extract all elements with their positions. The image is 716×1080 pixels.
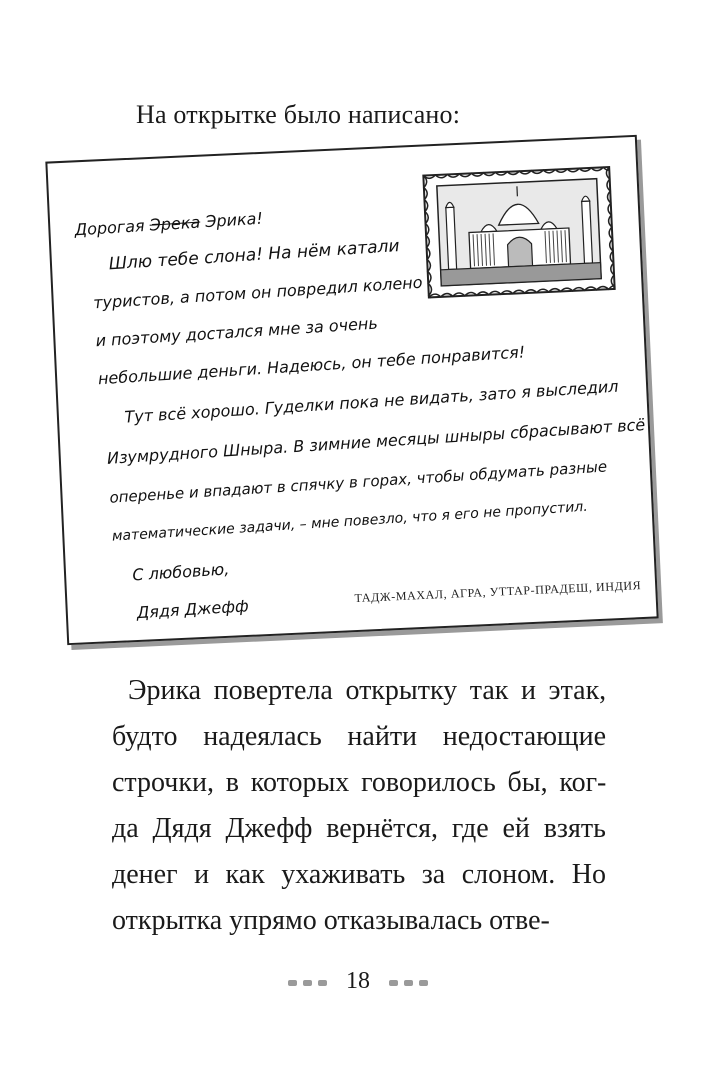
body-line: да Дядя Джефф вернётся, где ей взять xyxy=(112,813,606,844)
body-line: будто надеялась найти недостающие xyxy=(112,721,607,752)
intro-text: На открытке было написано: xyxy=(136,100,461,129)
postcard-line: математические задачи, – мне повезло, что я его не пропустил. xyxy=(111,498,589,545)
postcard-line: небольшие деньги. Надеюсь, он тебе понравится! xyxy=(97,342,526,389)
page-footer xyxy=(0,968,716,996)
postcard-caption: ТАДЖ-МАХАЛ, АГРА, УТТАР-ПРАДЕШ, ИНДИЯ xyxy=(354,578,642,606)
postcard-signature: Дядя Джефф xyxy=(136,596,250,623)
right-dots-ornament xyxy=(386,969,431,996)
postcard-signoff: С любовью, xyxy=(131,559,230,585)
left-dots-ornament xyxy=(285,969,330,996)
greeting-crossed-name: Эрека xyxy=(149,212,201,235)
postcard-line: Изумрудного Шныра. В зимние месяцы шныры сбрасывают всё xyxy=(106,414,646,468)
page-number: 18 xyxy=(346,968,370,994)
greeting-name: Эрика! xyxy=(204,208,264,232)
greeting-prefix: Дорогая xyxy=(74,216,146,240)
postcard-line: туристов, а потом он повредил колено xyxy=(92,272,424,313)
body-paragraph xyxy=(112,668,606,944)
postcard-line: оперенье и впадают в спячку в горах, чтобы обдумать разные xyxy=(108,457,608,507)
postcard-greeting xyxy=(74,209,263,240)
postcard-line: Шлю тебе слона! На нём катали xyxy=(108,236,401,275)
body-line: Эрика повертела открытку так и этак, xyxy=(128,675,607,706)
postcard xyxy=(45,135,658,645)
postcard-line: Тут всё хорошо. Гуделки пока не видать, зато я выследил xyxy=(123,376,620,427)
body-line: открытка упрямо отказывалась отве- xyxy=(112,905,550,936)
body-line: денег и как ухаживать за слоном. Но xyxy=(112,859,606,890)
taj-mahal-stamp-icon xyxy=(420,164,618,301)
postcard-line: и поэтому достался мне за очень xyxy=(95,313,379,351)
body-line: строчки, в которых говорилось бы, ког- xyxy=(112,767,607,798)
